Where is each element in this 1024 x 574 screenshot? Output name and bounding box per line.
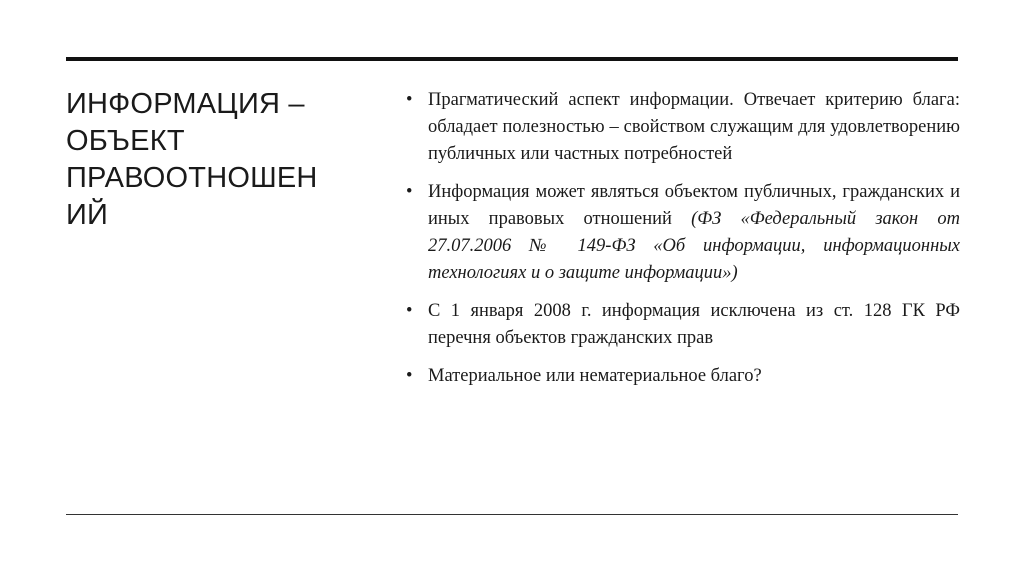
- bullet-text: С 1 января 2008 г. информация исключена из ст. 128 ГК РФ перечня объектов гражданских прав: [428, 301, 960, 348]
- bullet-item: [404, 87, 960, 168]
- slide-title: [66, 86, 366, 234]
- title-line: ИНФОРМАЦИЯ –: [66, 88, 305, 120]
- title-line: ИЙ: [66, 199, 109, 231]
- bullet-text: Информация может являться объектом публичных, гражданских и иных правовых отношений: [428, 182, 960, 229]
- law-citation: (ФЗ «Федеральный закон от 27.07.2006 № 149-ФЗ «Об информации, информационных технологиях и о защите информации»): [428, 209, 960, 283]
- title-line: ОБЪЕКТ: [66, 125, 185, 157]
- bullet-item: [404, 179, 960, 287]
- bullet-item: [404, 298, 960, 352]
- top-divider: [66, 57, 958, 61]
- title-line: ПРАВООТНОШЕН: [66, 162, 318, 194]
- bullet-text: Материальное или нематериальное благо?: [428, 366, 762, 386]
- bullet-list: [404, 87, 960, 401]
- bullet-item: [404, 363, 960, 390]
- bullet-text: Прагматический аспект информации. Отвечает критерию блага: обладает полезностью – свойством служащим для удовлетворению публичных или частных потребностей: [428, 90, 960, 164]
- bottom-divider: [66, 514, 958, 515]
